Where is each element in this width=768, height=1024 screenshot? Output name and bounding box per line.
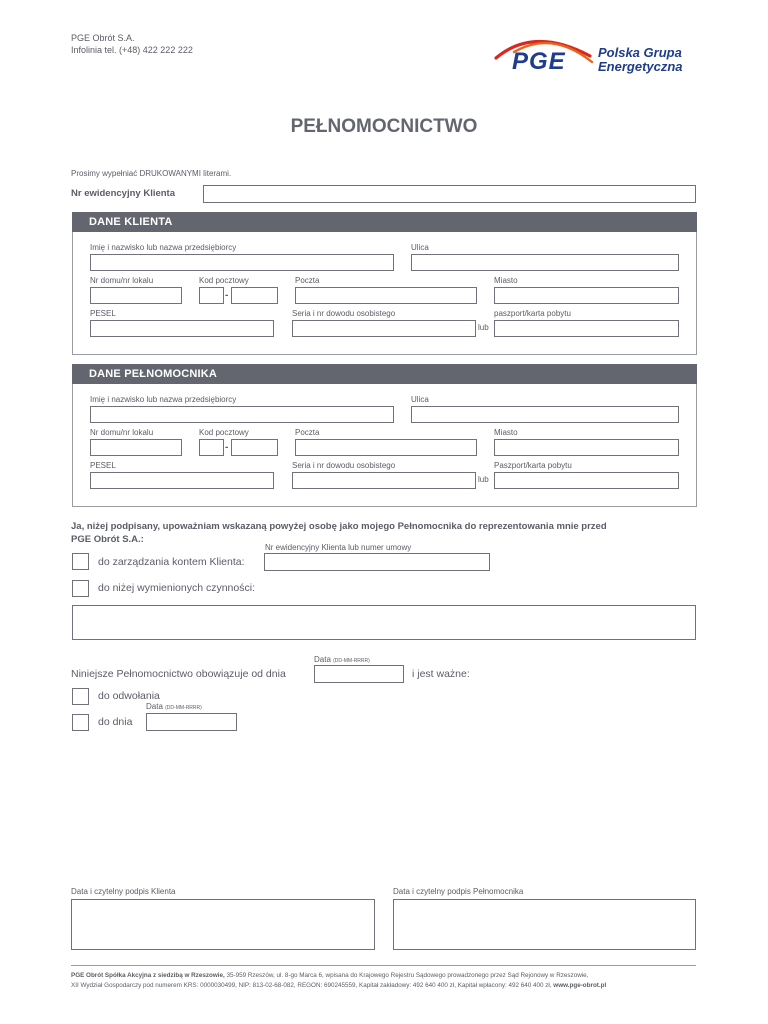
company-name: PGE Obrót S.A. (71, 33, 135, 43)
proxy-street-label: Ulica (411, 395, 429, 404)
until-revocation-checkbox[interactable] (72, 688, 89, 705)
listed-actions-label: do niżej wymienionych czynności: (98, 582, 255, 594)
proxy-city-field[interactable] (494, 439, 679, 456)
client-passport-field[interactable] (494, 320, 679, 337)
logo-pge-text: PGE (512, 48, 566, 75)
proxy-passport-label: Paszport/karta pobytu (494, 461, 572, 470)
client-post-office-field[interactable] (295, 287, 477, 304)
proxy-postal-label: Kod pocztowy (199, 428, 249, 437)
proxy-house-label: Nr domu/nr lokalu (90, 428, 154, 437)
proxy-pesel-label: PESEL (90, 461, 116, 470)
proxy-postal-field-2[interactable] (231, 439, 278, 456)
proxy-post-office-field[interactable] (295, 439, 477, 456)
logo-line-2: Energetyczna (598, 59, 683, 74)
client-house-label: Nr domu/nr lokalu (90, 276, 154, 285)
client-id-field[interactable] (292, 320, 476, 337)
manage-account-checkbox[interactable] (72, 553, 89, 570)
client-id-label: Seria i nr dowodu osobistego (292, 309, 396, 318)
logo-line-1: Polska Grupa (598, 45, 682, 60)
until-date-field[interactable] (146, 713, 237, 731)
proxy-signature-field[interactable] (393, 899, 696, 950)
proxy-or-label: lub (478, 475, 489, 484)
proxy-city-label: Miasto (494, 428, 518, 437)
valid-from-date-caption: Data (DD-MM-RRRR) (314, 655, 370, 664)
client-signature-field[interactable] (71, 899, 375, 950)
client-postal-field-2[interactable] (231, 287, 278, 304)
client-city-field[interactable] (494, 287, 679, 304)
client-pesel-field[interactable] (90, 320, 274, 337)
authorization-statement-line-2: PGE Obrót S.A.: (71, 534, 144, 545)
client-pesel-label: PESEL (90, 309, 116, 318)
footer-line-1: PGE Obrót Spółka Akcyjna z siedzibą w Rzeszowie, 35-959 Rzeszów, ul. 8-go Marca 6, wpisana do Krajowego Rejestru Sądowego prowadzonego przez Sąd Rejonowy w Rzeszowie, (71, 972, 589, 979)
proxy-postal-separator: - (225, 442, 229, 453)
until-date-caption: Data (DD-MM-RRRR) (146, 702, 202, 711)
proxy-signature-label: Data i czytelny podpis Pełnomocnika (393, 887, 524, 896)
client-street-field[interactable] (411, 254, 679, 271)
proxy-postal-field-1[interactable] (199, 439, 224, 456)
footer-divider (71, 965, 696, 966)
client-number-label: Nr ewidencyjny Klienta (71, 188, 176, 199)
proxy-name-label: Imię i nazwisko lub nazwa przedsiębiorcy (90, 395, 237, 404)
footer-website-link[interactable]: www.pge-obrot.pl (553, 982, 607, 989)
proxy-post-office-label: Poczta (295, 428, 320, 437)
client-postal-field-1[interactable] (199, 287, 224, 304)
account-number-label: Nr ewidencyjny Klienta lub numer umowy (265, 543, 412, 552)
proxy-name-field[interactable] (90, 406, 394, 423)
valid-suffix-text: i jest ważne: (412, 668, 470, 680)
actions-description-field[interactable] (72, 605, 696, 640)
until-date-checkbox[interactable] (72, 714, 89, 731)
manage-account-label: do zarządzania kontem Klienta: (98, 556, 245, 568)
client-name-field[interactable] (90, 254, 394, 271)
page-title: PEŁNOMOCNICTWO (290, 116, 478, 137)
client-postal-label: Kod pocztowy (199, 276, 249, 285)
proxy-id-label: Seria i nr dowodu osobistego (292, 461, 396, 470)
client-or-label: lub (478, 323, 489, 332)
until-date-label: do dnia (98, 716, 133, 728)
instruction-text: Prosimy wypełniać DRUKOWANYMI literami. (71, 169, 232, 178)
proxy-street-field[interactable] (411, 406, 679, 423)
client-number-field[interactable] (203, 185, 696, 203)
proxy-pesel-field[interactable] (90, 472, 274, 489)
pge-logo (494, 32, 704, 78)
client-post-office-label: Poczta (295, 276, 320, 285)
until-revocation-label: do odwołania (98, 690, 160, 702)
listed-actions-checkbox[interactable] (72, 580, 89, 597)
client-passport-label: paszport/karta pobytu (494, 309, 571, 318)
proxy-section-header: DANE PEŁNOMOCNIKA (72, 364, 697, 384)
footer-line-2: XII Wydział Gospodarczy pod numerem KRS: 0000030499, NIP: 813-02-68-082, REGON: 690245559, Kapitał zakładowy: 492 640 400 zł, Kapitał wpłacony: 492 640 400 zł, www.pge-obrot.pl (71, 982, 607, 989)
client-name-label: Imię i nazwisko lub nazwa przedsiębiorcy (90, 243, 237, 252)
proxy-passport-field[interactable] (494, 472, 679, 489)
valid-from-text: Niniejsze Pełnomocnictwo obowiązuje od dnia (71, 668, 286, 680)
client-signature-label: Data i czytelny podpis Klienta (71, 887, 176, 896)
authorization-statement-line-1: Ja, niżej podpisany, upoważniam wskazaną powyżej osobę jako mojego Pełnomocnika do reprezentowania mnie przed (71, 521, 607, 532)
proxy-id-field[interactable] (292, 472, 476, 489)
client-street-label: Ulica (411, 243, 429, 252)
client-section-header: DANE KLIENTA (72, 212, 697, 232)
client-city-label: Miasto (494, 276, 518, 285)
client-postal-separator: - (225, 290, 229, 301)
proxy-house-field[interactable] (90, 439, 182, 456)
client-house-field[interactable] (90, 287, 182, 304)
account-number-field[interactable] (264, 553, 490, 571)
hotline: Infolinia tel. (+48) 422 222 222 (71, 45, 193, 55)
valid-from-date-field[interactable] (314, 665, 404, 683)
